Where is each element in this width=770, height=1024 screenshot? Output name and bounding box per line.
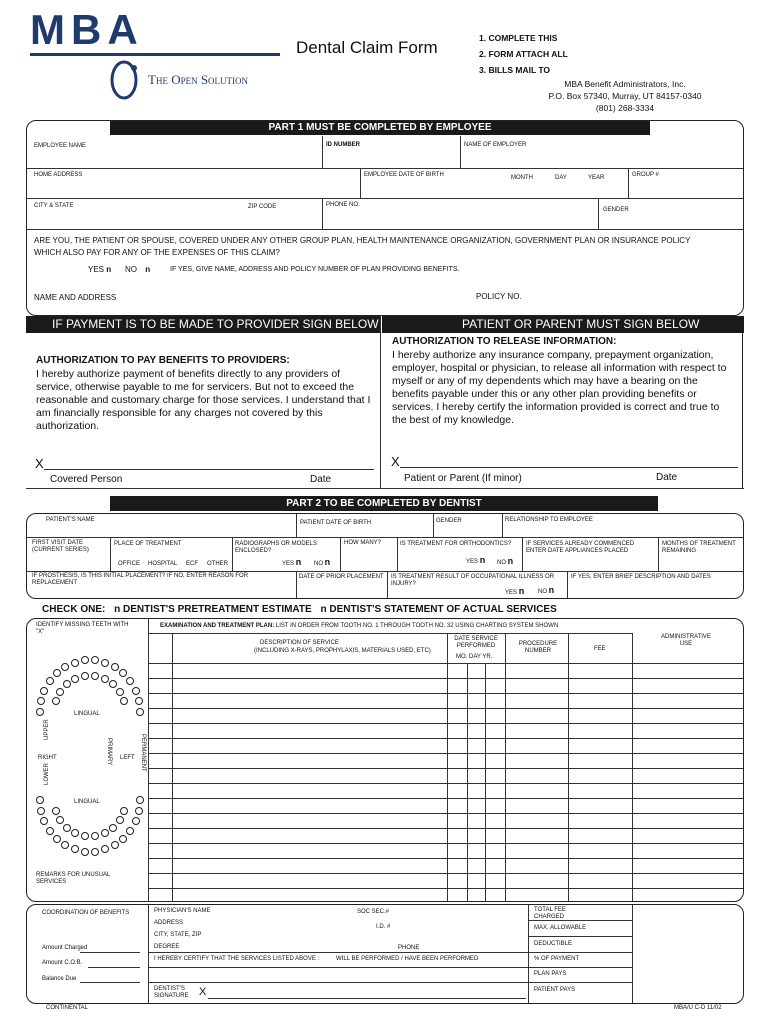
how-many-label[interactable]: HOW MANY? [344, 540, 382, 546]
part1-box [26, 120, 744, 316]
upper-label: UPPER [44, 719, 50, 740]
physician-name-label[interactable]: PHYSICIAN'S NAME [154, 908, 211, 914]
check-one-label: CHECK ONE: [42, 604, 106, 615]
treatment-row-line[interactable] [148, 813, 743, 814]
primary-label: PRIMARY [106, 738, 112, 766]
pretreatment-label: DENTIST'S PRETREATMENT ESTIMATE [123, 604, 312, 615]
open-solution-icon [104, 58, 148, 102]
right-auth-bar: PATIENT OR PARENT MUST SIGN BELOW [382, 316, 744, 333]
yes-label: YES [88, 265, 105, 274]
tooth-marker[interactable] [111, 841, 119, 849]
tooth-marker[interactable] [56, 688, 64, 696]
footer-right: MBA/U C-D 11/02 [674, 1005, 722, 1011]
tooth-marker[interactable] [132, 687, 140, 695]
tooth-marker[interactable] [136, 796, 144, 804]
city-state-zip-label[interactable]: CITY, STATE, ZIP [154, 932, 202, 938]
hospital-option[interactable]: HOSPITAL [148, 561, 178, 567]
description-header: DESCRIPTION OF SERVICE [260, 640, 339, 646]
percent-payment-label[interactable]: % OF PAYMENT [534, 956, 580, 962]
mba-logo [30, 6, 230, 53]
lower-lingual-label: LINGUAL [74, 799, 100, 805]
if-yes-text: IF YES, GIVE NAME, ADDRESS AND POLICY NUMBER OF PLAN PROVIDING BENEFITS. [170, 266, 460, 273]
identify-missing-label: IDENTIFY MISSING TEETH WITH "X" [36, 622, 129, 635]
tooth-marker[interactable] [53, 669, 61, 677]
tooth-marker[interactable] [91, 848, 99, 856]
employee-name-label[interactable]: EMPLOYEE NAME [34, 143, 87, 149]
dentist-signature-line[interactable] [208, 998, 526, 999]
radiograph-yes-box[interactable]: n [295, 557, 302, 567]
treatment-row-line[interactable] [148, 888, 743, 889]
treatment-row-line[interactable] [148, 723, 743, 724]
upper-lingual-label: LINGUAL [74, 711, 100, 717]
remarks-label[interactable]: REMARKS FOR UNUSUAL SERVICES [36, 872, 111, 885]
address-line-2: P.O. Box 57340, Murray, UT 84157-0340 [548, 91, 702, 101]
patient-date-label: Date [656, 472, 678, 483]
procedure-header: PROCEDURE NUMBER [518, 641, 558, 654]
plan-pays-label[interactable]: PLAN PAYS [534, 971, 567, 977]
radiographs-label: RADIOGRAPHS OR MODELS ENCLOSED? [235, 541, 318, 554]
amount-cob-label[interactable]: Amount C.O.B. [42, 960, 83, 966]
step-1: 1. COMPLETE THIS [479, 33, 558, 43]
tooth-marker[interactable] [91, 832, 99, 840]
patient-parent-label: Patient or Parent (If minor) [404, 473, 522, 484]
coverage-question: ARE YOU, THE PATIENT OR SPOUSE, COVERED UNDER ANY OTHER GROUP PLAN, HEALTH MAINTENANCE ORGANIZATION, GOVERNMENT PLAN OR INSURANCE POLICY WHICH ALSO PAY FOR ANY OF THE EXPENSES OF THIS CLAIM? [34, 236, 691, 257]
dentist-signature-x: X [199, 986, 207, 998]
covered-signature-line[interactable] [44, 469, 374, 470]
treatment-row-line[interactable] [148, 693, 743, 694]
gender-label[interactable]: GENDER [603, 207, 629, 213]
balance-due-label[interactable]: Balance Due [42, 976, 77, 982]
id-number-label[interactable]: ID NUMBER [326, 142, 360, 148]
tooth-marker[interactable] [109, 824, 117, 832]
tooth-marker[interactable] [52, 807, 60, 815]
tooth-marker[interactable] [81, 832, 89, 840]
max-allowable-label[interactable]: MAX. ALLOWABLE [534, 925, 587, 931]
city-state-label[interactable]: CITY & STATE [34, 203, 74, 209]
patient-x: X [391, 454, 400, 469]
tooth-marker[interactable] [101, 829, 109, 837]
radiograph-yes[interactable]: YES [282, 561, 295, 567]
step-3: 3. BILLS MAIL TO [479, 65, 550, 75]
fee-header: FEE [594, 646, 606, 652]
step-2: 2. FORM ATTACH ALL [479, 49, 568, 59]
first-visit-label[interactable]: FIRST VISIT DATE (CURRENT SERIES) [32, 540, 89, 553]
covered-x: X [35, 456, 44, 471]
footer-left: CONTINENTAL [46, 1005, 88, 1011]
left-auth-heading: AUTHORIZATION TO PAY BENEFITS TO PROVIDERS: [36, 355, 290, 366]
logo-text: MBA [30, 6, 144, 53]
form-title: Dental Claim Form [296, 38, 438, 57]
part1-title: PART 1 MUST BE COMPLETED BY EMPLOYEE [110, 121, 650, 135]
covered-person-label: Covered Person [50, 474, 123, 485]
right-auth-text: I hereby authorize any insurance company, prepayment organization, employer, hospital or physician, to release all information with respect to myself or any of my dependents which may have a bearing on the benefits payable under this or any other plan providing benefits or services. I hereby certify the information provided is correct and true to the best of my knowledge. [392, 349, 727, 426]
ortho-label: IS TREATMENT FOR ORTHODONTICS? [400, 541, 512, 547]
physician-address-label[interactable]: ADDRESS [154, 920, 184, 926]
id-label[interactable]: I.D. # [376, 924, 391, 930]
left-label: LEFT [120, 755, 135, 761]
treatment-row-line[interactable] [148, 753, 743, 754]
no-checkbox[interactable]: n [145, 265, 151, 274]
tooth-marker[interactable] [63, 824, 71, 832]
tooth-marker[interactable] [111, 663, 119, 671]
dentist-signature-label: DENTIST'S SIGNATURE [154, 986, 189, 999]
actual-services-checkbox[interactable]: n [320, 604, 327, 615]
soc-sec-label[interactable]: SOC SEC.# [357, 909, 390, 915]
amount-charged-label[interactable]: Amount Charged [42, 945, 88, 951]
tooth-marker[interactable] [101, 675, 109, 683]
month-label: MONTH [511, 175, 533, 181]
dob-label[interactable]: EMPLOYEE DATE OF BIRTH [364, 172, 444, 178]
tooth-marker[interactable] [46, 677, 54, 685]
tooth-marker[interactable] [36, 796, 44, 804]
patient-name-label[interactable]: PATIENT'S NAME [46, 517, 95, 523]
total-fee-label[interactable]: TOTAL FEE CHARGED [534, 907, 566, 920]
phone-label[interactable]: PHONE NO. [326, 202, 360, 208]
ortho-no-box[interactable]: n [507, 556, 514, 566]
occupational-no-box[interactable]: n [548, 585, 555, 595]
tagline: The Open Solution [148, 72, 249, 87]
treatment-row-line[interactable] [148, 663, 743, 664]
lower-label: LOWER [44, 762, 50, 785]
prosthesis-label[interactable]: IF PROSTHESIS, IS THIS INITIAL PLACEMENT? IF NO, ENTER REASON FOR REPLACEMENT [32, 573, 249, 586]
treatment-row-line[interactable] [148, 678, 743, 679]
office-option[interactable]: OFFICE [118, 561, 140, 567]
tooth-marker[interactable] [52, 697, 60, 705]
treatment-row-line[interactable] [148, 708, 743, 709]
place-label: PLACE OF TREATMENT [114, 541, 182, 547]
yes-checkbox[interactable]: n [106, 265, 112, 274]
tooth-marker[interactable] [136, 708, 144, 716]
occupational-no[interactable]: NO [538, 589, 547, 595]
deductible-label[interactable]: DEDUCTIBLE [534, 941, 573, 947]
name-address-label[interactable]: NAME AND ADDRESS [34, 293, 117, 302]
performed-text[interactable]: WILL BE PERFORMED / HAVE BEEN PERFORMED [336, 956, 479, 962]
right-label: RIGHT [38, 755, 57, 761]
left-auth-text: I hereby authorize payment of benefits directly to any providers of service, otherwise payable to me for servicers. But not to exceed the reasonable and customary charge for those services. I understand that I am financially responsible for any charges not covered by this authorization. [36, 368, 371, 432]
treatment-row-line[interactable] [148, 738, 743, 739]
permanent-label: PERMANENT [140, 734, 146, 772]
months-remaining-label[interactable]: MONTHS OF TREATMENT REMAINING [662, 541, 736, 554]
ortho-yes-box[interactable]: n [479, 555, 486, 565]
certify-text: I HEREBY CERTIFY THAT THE SERVICES LISTED ABOVE : [154, 956, 320, 962]
tooth-marker[interactable] [36, 708, 44, 716]
day-label: DAY [555, 175, 567, 181]
tooth-marker[interactable] [135, 807, 143, 815]
group-label[interactable]: GROUP # [632, 172, 659, 178]
treatment-row-line[interactable] [148, 828, 743, 829]
employer-label[interactable]: NAME OF EMPLOYER [464, 142, 527, 148]
prior-placement-label[interactable]: DATE OF PRIOR PLACEMENT [299, 574, 384, 580]
tooth-marker[interactable] [37, 807, 45, 815]
part2-title: PART 2 TO BE COMPLETED BY DENTIST [110, 496, 658, 511]
radiograph-no-box[interactable]: n [324, 557, 331, 567]
treatment-row-line[interactable] [148, 798, 743, 799]
tooth-marker[interactable] [46, 827, 54, 835]
patient-signature-line[interactable] [400, 467, 738, 468]
ortho-yes[interactable]: YES [466, 559, 479, 565]
description-subheader: (INCLUDING X-RAYS, PROPHYLAXIS, MATERIALS USED, ETC) [254, 648, 431, 654]
occupational-yes[interactable]: YES [505, 590, 518, 596]
tooth-marker[interactable] [71, 659, 79, 667]
year-label: YEAR [588, 175, 605, 181]
treatment-row-line[interactable] [148, 783, 743, 784]
ecf-option[interactable]: ECF [186, 561, 198, 567]
relationship-label[interactable]: RELATIONSHIP TO EMPLOYEE [505, 517, 593, 523]
occupational-yes-box[interactable]: n [518, 586, 525, 596]
mo-day-yr-header: MO. DAY YR. [456, 654, 493, 660]
tooth-marker[interactable] [81, 848, 89, 856]
tooth-marker[interactable] [53, 835, 61, 843]
exam-plan-label: EXAMINATION AND TREATMENT PLAN: [160, 623, 275, 629]
occupational-label: IS TREATMENT RESULT OF OCCUPATIONAL ILLNESS OR INJURY? [391, 574, 555, 587]
patient-gender-label[interactable]: GENDER [436, 518, 462, 524]
services-commenced-label[interactable]: IF SERVICES ALREADY COMMENCED ENTER DATE APPLIANCES PLACED [526, 541, 635, 554]
patient-pays-label[interactable]: PATIENT PAYS [534, 987, 576, 993]
right-auth-heading: AUTHORIZATION TO RELEASE INFORMATION: [392, 336, 617, 347]
bottom-box [26, 904, 744, 1004]
physician-phone-label[interactable]: PHONE [398, 945, 420, 951]
coordination-label: COORDINATION OF BENEFITS [42, 910, 130, 916]
radiograph-no[interactable]: NO [314, 561, 323, 567]
tooth-marker[interactable] [101, 659, 109, 667]
tooth-marker[interactable] [116, 688, 124, 696]
date-service-header: DATE SERVICE PERFORMED [454, 636, 498, 649]
exam-plan-text: LIST IN ORDER FROM TOOTH NO. 1 THROUGH TOOTH NO. 32 USING CHARTING SYSTEM SHOWN [275, 623, 559, 629]
home-address-label[interactable]: HOME ADDRESS [34, 172, 83, 178]
treatment-row-line[interactable] [148, 858, 743, 859]
brief-description-label[interactable]: IF YES, ENTER BRIEF DESCRIPTION AND DATES [571, 574, 711, 580]
other-option[interactable]: OTHER [207, 561, 228, 567]
degree-label[interactable]: DEGREE [154, 944, 180, 950]
tooth-marker[interactable] [61, 663, 69, 671]
zip-label[interactable]: ZIP CODE [248, 204, 277, 210]
tooth-marker[interactable] [61, 841, 69, 849]
left-auth-bar: IF PAYMENT IS TO BE MADE TO PROVIDER SIGN BELOW [26, 316, 380, 333]
no-label: NO [125, 265, 137, 274]
pretreatment-checkbox[interactable]: n [114, 604, 121, 615]
covered-date-label: Date [310, 474, 332, 485]
tooth-marker[interactable] [132, 817, 140, 825]
patient-dob-label[interactable]: PATIENT DATE OF BIRTH [300, 520, 372, 526]
treatment-row-line[interactable] [148, 768, 743, 769]
tooth-marker[interactable] [116, 816, 124, 824]
address-line-3: (801) 268-3334 [595, 103, 655, 113]
address-line-1: MBA Benefit Administrators, Inc. [564, 79, 686, 89]
ortho-no[interactable]: NO [497, 560, 506, 566]
treatment-row-line[interactable] [148, 873, 743, 874]
actual-services-label: DENTIST'S STATEMENT OF ACTUAL SERVICES [329, 604, 557, 615]
admin-header: ADMINISTRATIVE USE [661, 634, 711, 647]
treatment-row-line[interactable] [148, 843, 743, 844]
policy-no-label[interactable]: POLICY NO. [476, 292, 522, 301]
